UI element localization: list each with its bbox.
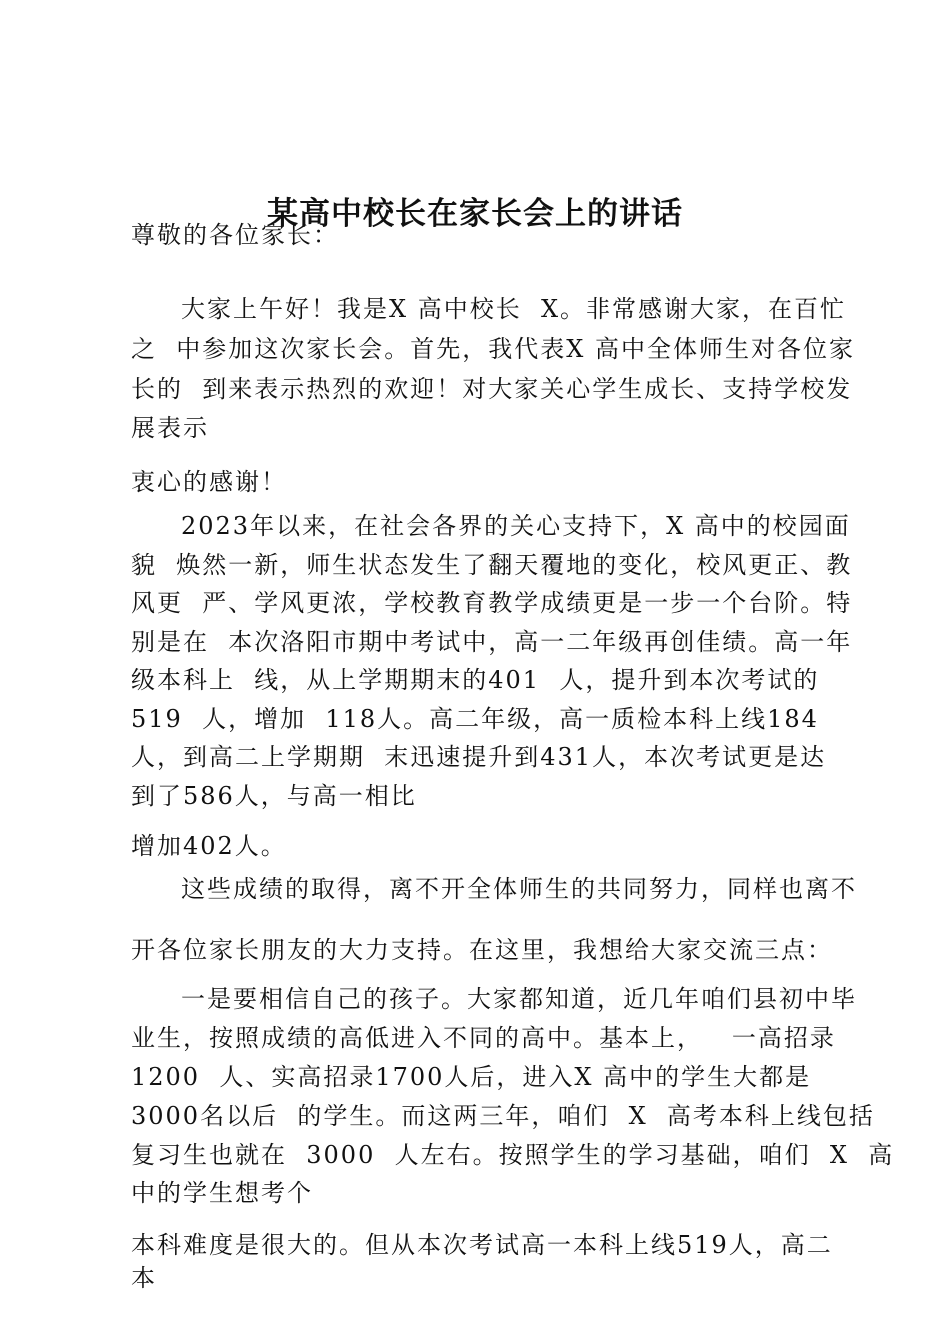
paragraph-line: 别是在 本次洛阳市期中考试中，高一二年级再创佳绩。高一年 bbox=[131, 628, 853, 656]
paragraph-line: 本 bbox=[131, 1264, 157, 1292]
paragraph-line: 一是要相信自己的孩子。大家都知道，近几年咱们县初中毕 bbox=[181, 985, 857, 1013]
paragraph-line: 复习生也就在 3000 人左右。按照学生的学习基础，咱们 X 高 bbox=[131, 1141, 895, 1169]
paragraph-line: 大家上午好！我是X 高中校长 X。非常感谢大家，在百忙 bbox=[181, 295, 847, 323]
paragraph-line: 之 中参加这次家长会。首先，我代表X 高中全体师生对各位家 bbox=[131, 335, 855, 363]
paragraph-line: 级本科上 线，从上学期期末的401 人，提升到本次考试的 bbox=[131, 666, 820, 694]
paragraph-line: 这些成绩的取得，离不开全体师生的共同努力，同样也离不 bbox=[181, 875, 857, 903]
paragraph-line: 衷心的感谢！ bbox=[131, 468, 287, 496]
paragraph-line: 业生，按照成绩的高低进入不同的高中。基本上， 一高招录 bbox=[131, 1024, 836, 1052]
paragraph-line: 开各位家长朋友的大力支持。在这里，我想给大家交流三点： bbox=[131, 936, 833, 964]
paragraph-line: 519 人，增加 118人。高二年级，高一质检本科上线184 bbox=[131, 705, 819, 733]
paragraph-line: 貌 焕然一新，师生状态发生了翻天覆地的变化，校风更正、教 bbox=[131, 551, 853, 579]
document-title: 某高中校长在家长会上的讲话 bbox=[267, 196, 683, 232]
paragraph-line: 长的 到来表示热烈的欢迎！对大家关心学生成长、支持学校发 bbox=[131, 375, 853, 403]
paragraph-line: 本科难度是很大的。但从本次考试高一本科上线519人，高二 bbox=[131, 1231, 833, 1259]
paragraph-line: 中的学生想考个 bbox=[131, 1179, 313, 1207]
paragraph-line: 2023年以来，在社会各界的关心支持下，X 高中的校园面 bbox=[181, 512, 851, 540]
paragraph-line: 人，到高二上学期期 末迅速提升到431人，本次考试更是达 bbox=[131, 743, 827, 771]
paragraph-line: 3000名以后 的学生。而这两三年，咱们 X 高考本科上线包括 bbox=[131, 1102, 875, 1130]
paragraph-line: 到了586人，与高一相比 bbox=[131, 782, 417, 810]
paragraph-line: 1200 人、实高招录1700人后，进入X 高中的学生大都是 bbox=[131, 1063, 812, 1091]
paragraph-line: 展表示 bbox=[131, 414, 209, 442]
salutation: 尊敬的各位家长： bbox=[131, 221, 339, 249]
paragraph-line: 增加402人。 bbox=[131, 832, 287, 860]
paragraph-line: 风更 严、学风更浓，学校教育教学成绩更是一步一个台阶。特 bbox=[131, 589, 853, 617]
